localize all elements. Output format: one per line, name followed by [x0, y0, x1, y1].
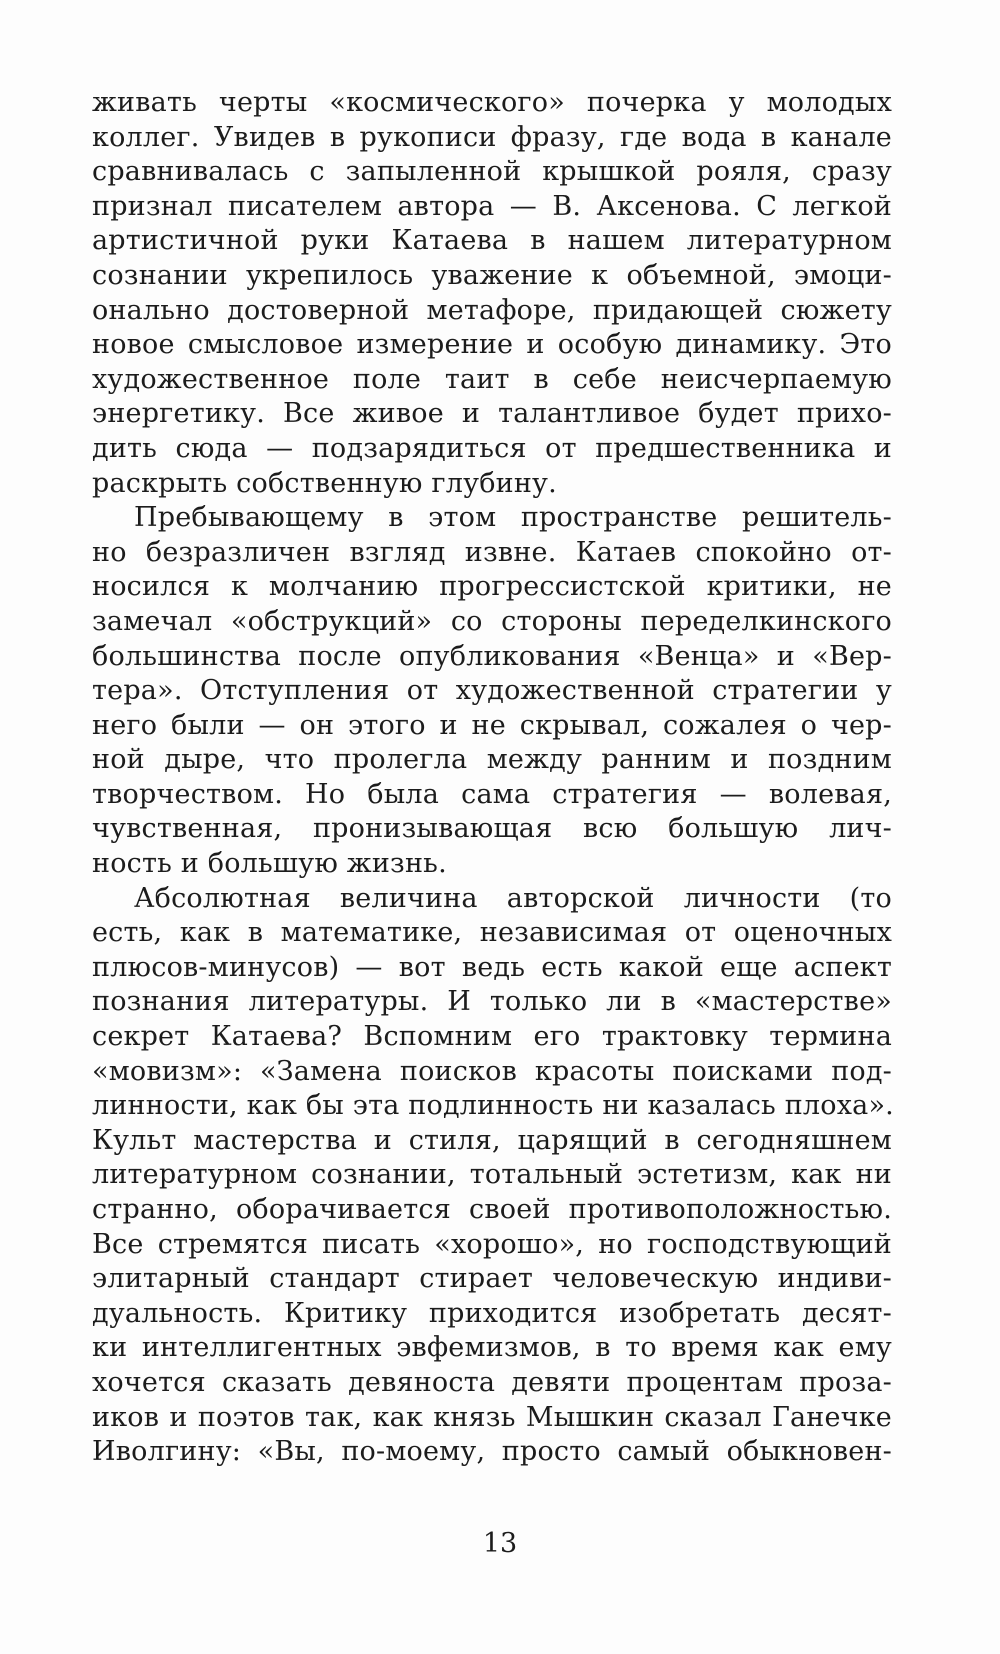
text-line: большинства после опубликования «Венца» и «Вер-: [92, 640, 892, 672]
text-line: познания литературы. И только ли в «мастерстве»: [92, 986, 892, 1018]
text-line: признал писателем автора — В. Аксенова. С легкой: [92, 190, 892, 222]
text-line: него были — он этого и не скрывал, сожалея о чер-: [92, 709, 892, 741]
text-line: дуальность. Критику приходится изобретать десят-: [92, 1297, 892, 1329]
text-line: дить сюда — подзарядиться от предшественника и: [92, 432, 892, 464]
text-line: ность и большую жизнь.: [92, 848, 447, 880]
text-line: секрет Катаева? Вспомним его трактовку термина: [92, 1021, 892, 1053]
text-line: творчеством. Но была сама стратегия — волевая,: [92, 778, 892, 810]
text-line: элитарный стандарт стирает человеческую индиви-: [92, 1263, 892, 1295]
text-line: энергетику. Все живое и талантливое будет прихо-: [92, 398, 892, 430]
text-line: коллег. Увидев в рукописи фразу, где вода в канале: [92, 121, 892, 153]
text-line: артистичной руки Катаева в нашем литературном: [92, 225, 892, 257]
text-line: живать черты «космического» почерка у молодых: [92, 87, 892, 118]
paragraph: [92, 86, 892, 501]
text-line: Абсолютная величина авторской личности (то: [134, 882, 892, 914]
text-line: но безразличен взгляд извне. Катаев спокойно от-: [92, 536, 892, 568]
text-line: литературном сознании, тотальный эстетизм, как ни: [92, 1159, 892, 1191]
text-line: странно, оборачивается своей противоположностью.: [92, 1194, 892, 1225]
text-line: Все стремятся писать «хорошо», но господствующий: [92, 1228, 892, 1260]
text-line: «мовизм»: «Замена поисков красоты поисками под-: [92, 1055, 892, 1087]
text-line: сравнивалась с запыленной крышкой рояля, сразу: [92, 156, 892, 188]
text-line: плюсов-минусов) — вот ведь есть какой еще аспект: [92, 951, 892, 983]
body-text: [92, 86, 892, 1470]
text-line: Пребывающему в этом пространстве решитель-: [134, 502, 892, 534]
text-line: чувственная, пронизывающая всю большую лич-: [92, 813, 892, 845]
text-line: ки интеллигентных эвфемизмов, в то время как ему: [92, 1332, 892, 1364]
paragraph: [92, 882, 892, 1470]
text-line: иков и поэтов так, как князь Мышкин сказал Ганечке: [92, 1401, 892, 1433]
text-line: Культ мастерства и стиля, царящий в сегодняшнем: [92, 1124, 892, 1156]
text-line: Иволгину: «Вы, по-моему, просто самый обыкновен-: [92, 1436, 892, 1468]
text-line: сознании укрепилось уважение к объемной, эмоци-: [92, 259, 892, 291]
page-number: 13: [482, 1528, 518, 1559]
text-line: раскрыть собственную глубину.: [92, 467, 557, 499]
text-line: хочется сказать девяноста девяти процентам проза-: [92, 1366, 892, 1398]
text-line: замечал «обструкций» со стороны переделкинского: [92, 605, 892, 637]
text-line: онально достоверной метафоре, придающей сюжету: [92, 294, 892, 326]
text-line: художественное поле таит в себе неисчерпаемую: [92, 363, 892, 395]
text-line: ной дыре, что пролегла между ранним и поздним: [92, 744, 892, 776]
text-line: есть, как в математике, независимая от оценочных: [92, 917, 892, 949]
paragraph: [92, 501, 892, 882]
text-line: новое смысловое измерение и особую динамику. Это: [92, 329, 892, 361]
text-line: тера». Отступления от художественной стратегии у: [92, 675, 892, 707]
text-line: носился к молчанию прогрессистской критики, не: [92, 571, 892, 603]
text-line: линности, как бы эта подлинность ни казалась плоха».: [92, 1090, 894, 1122]
